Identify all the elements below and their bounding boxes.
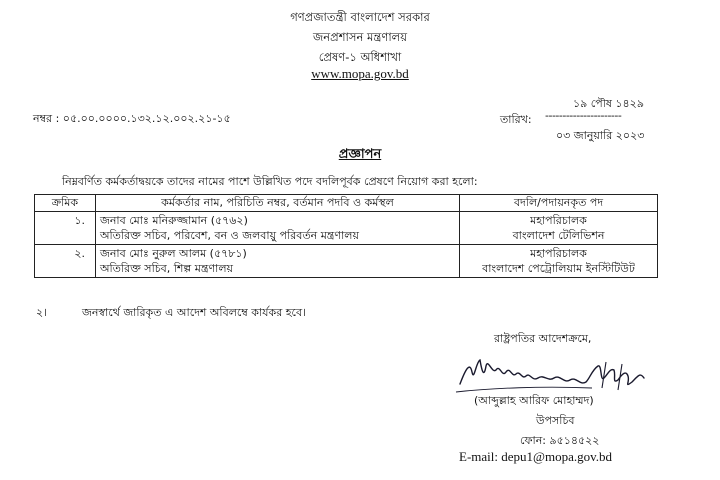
date-dashes: ---------------------- bbox=[545, 109, 622, 122]
clause-text: জনস্বার্থে জারিকৃত এ আদেশ অবিলম্বে কার্যকর হবে। bbox=[82, 306, 307, 319]
govt-title: গণপ্রজাতন্ত্রী বাংলাদেশ সরকার bbox=[290, 10, 430, 24]
intro-text: নিম্নবর্ণিত কর্মকর্তাদ্বয়কে তাদের নামের পাশে উল্লিখিত পদে বদলিপূর্বক প্রেষণে নিয়োগ করা হলো: bbox=[62, 175, 478, 188]
order-line: রাষ্ট্রপতির আদেশক্রমে, bbox=[494, 332, 592, 345]
website-link[interactable]: www.mopa.gov.bd bbox=[311, 66, 409, 81]
posting-office: বাংলাদেশ টেলিভিশন bbox=[512, 229, 605, 242]
row-serial: ২. bbox=[35, 245, 96, 278]
header-posting: বদলি/পদায়নকৃত পদ bbox=[460, 195, 658, 212]
row-posting bbox=[460, 212, 658, 245]
date-bangla: ১৯ পৌষ ১৪২৯ bbox=[573, 97, 644, 110]
header-serial: ক্রমিক bbox=[35, 195, 96, 212]
date-gregorian: ০৩ জানুয়ারি ২০২৩ bbox=[556, 129, 645, 142]
row-officer bbox=[96, 212, 460, 245]
date-label: তারিখ: bbox=[500, 113, 532, 126]
transfer-table bbox=[34, 194, 658, 278]
officer-designation: অতিরিক্ত সচিব, শিল্প মন্ত্রণালয় bbox=[100, 262, 234, 275]
signatory-designation: উপসচিব bbox=[536, 414, 575, 427]
section-name: প্রেষণ-১ অধিশাখা bbox=[318, 50, 402, 64]
officer-designation: অতিরিক্ত সচিব, পরিবেশ, বন ও জলবায়ু পরিবর্তন মন্ত্রণালয় bbox=[100, 229, 359, 242]
notice-title: প্রজ্ঞাপন bbox=[338, 147, 382, 162]
table-row bbox=[35, 212, 658, 245]
signatory-name: (আব্দুল্লাহ আরিফ মোহাম্মদ) bbox=[474, 394, 594, 407]
officer-name: জনাব মোঃ মনিরুজ্জামান (৫৭৬২) bbox=[100, 214, 248, 227]
row-serial: ১. bbox=[35, 212, 96, 245]
posting-title: মহাপরিচালক bbox=[530, 247, 587, 260]
posting-office: বাংলাদেশ পেট্রোলিয়াম ইনস্টিটিউট bbox=[482, 262, 635, 275]
row-posting bbox=[460, 245, 658, 278]
posting-title: মহাপরিচালক bbox=[530, 214, 587, 227]
memo-number: নম্বর : ০৫.০০.০০০০.১৩২.১২.০০২.২১-১৫ bbox=[33, 112, 231, 125]
clause-number: ২। bbox=[36, 306, 48, 319]
table-header-row bbox=[35, 195, 658, 212]
officer-name: জনাব মোঃ নুরুল আলম (৫৭৮১) bbox=[100, 247, 247, 260]
signatory-email[interactable]: E-mail: depu1@mopa.gov.bd bbox=[459, 449, 613, 464]
header-officer: কর্মকর্তার নাম, পরিচিতি নম্বর, বর্তমান পদবি ও কর্মস্থল bbox=[96, 195, 460, 212]
row-officer bbox=[96, 245, 460, 278]
signatory-phone: ফোন: ৯৫১৪৫২২ bbox=[520, 434, 600, 447]
table-row bbox=[35, 245, 658, 278]
ministry-name: জনপ্রশাসন মন্ত্রণালয় bbox=[313, 30, 407, 44]
